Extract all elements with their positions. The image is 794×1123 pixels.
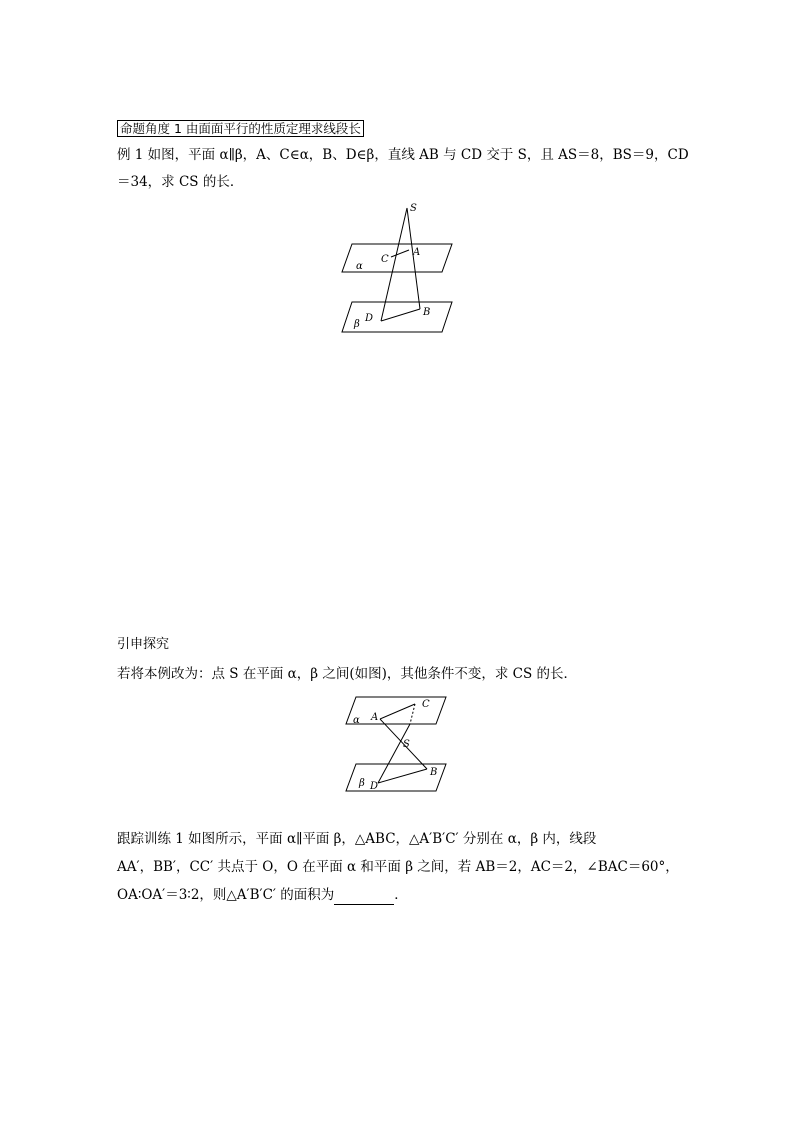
label-B: B (423, 307, 431, 318)
label-S: S (410, 203, 417, 214)
label-alpha: α (353, 715, 360, 726)
line-AC (380, 704, 415, 719)
line-CD (378, 724, 410, 783)
example1-figure (335, 200, 460, 340)
line-DB (381, 309, 420, 321)
label-D: D (365, 313, 374, 324)
line-DB (378, 769, 427, 783)
plane-alpha (346, 697, 446, 724)
label-C: C (422, 699, 430, 710)
label-A: A (371, 712, 379, 723)
practice1-line2: AA′，BB′，CC′ 共点于 O，O 在平面 α 和平面 β 之间，若 AB＝2，AC＝2，∠BAC＝60°， (117, 859, 679, 875)
label-A: A (413, 247, 421, 258)
label-C: C (381, 254, 389, 265)
example1-line1: 例 1 如图，平面 α∥β，A、C∈α，B、D∈β，直线 AB 与 CD 交于 S，且 AS＝8，BS＝9，CD (117, 147, 689, 163)
line-CS-dashed (410, 704, 415, 724)
label-S: S (403, 739, 410, 750)
label-beta: β (354, 319, 360, 330)
practice1-line3 (117, 885, 408, 905)
topic-heading-row (117, 119, 364, 139)
label-B: B (430, 767, 438, 778)
practice1-line3-text: OA∶OA′＝3∶2，则△A′B′C′ 的面积为 (117, 887, 335, 903)
label-alpha: α (356, 261, 363, 272)
extension-heading: 引申探究 (117, 637, 170, 652)
practice1-line1: 跟踪训练 1 如图所示，平面 α∥平面 β，△ABC，△A′B′C′ 分别在 α，β 内，线段 (117, 831, 597, 847)
line-CA (391, 250, 409, 257)
label-beta: β (359, 778, 365, 789)
line-SB (407, 208, 420, 309)
extension-figure (340, 692, 455, 797)
answer-blank[interactable] (334, 890, 394, 905)
topic-heading: 命题角度 1 由面面平行的性质定理求线段长 (117, 120, 364, 137)
example1-line2: ＝34，求 CS 的长． (117, 174, 244, 190)
practice1-line3-end: ． (394, 887, 408, 903)
label-D: D (370, 781, 379, 792)
extension-text: 若将本例改为：点 S 在平面 α，β 之间(如图)，其他条件不变，求 CS 的长． (117, 666, 578, 682)
